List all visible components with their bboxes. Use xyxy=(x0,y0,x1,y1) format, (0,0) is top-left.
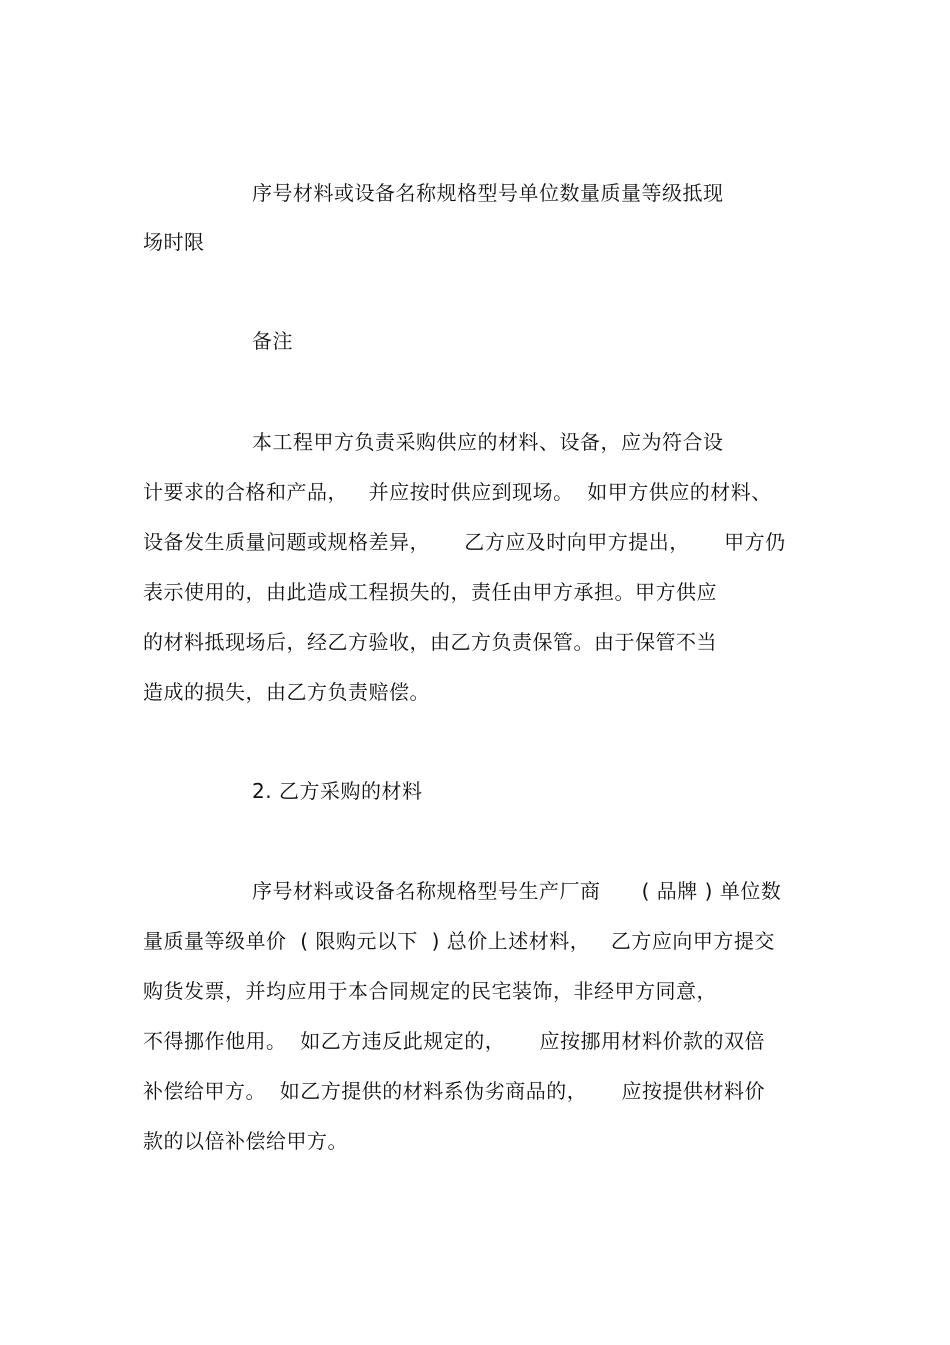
paragraph-2-line-3: 购货发票，并均应用于本合同规定的民宅装饰，非经甲方同意， xyxy=(143,979,717,1003)
paragraph-2-line-1: 序号材料或设备名称规格型号生产厂商 ( 品牌 ) 单位数 xyxy=(252,879,782,903)
paragraph-1-line-2: 计要求的合格和产品， 并应按时供应到现场。 如甲方供应的材料、 xyxy=(143,480,772,504)
paragraph-1-line-1: 本工程甲方负责采购供应的材料、设备，应为符合设 xyxy=(252,430,724,454)
table-header-line-2: 场时限 xyxy=(143,230,205,254)
paragraph-1-line-6: 造成的损失，由乙方负责赔偿。 xyxy=(143,680,430,704)
paragraph-2-line-6: 款的以倍补偿给甲方。 xyxy=(143,1129,348,1153)
paragraph-1-line-5: 的材料抵现场后，经乙方验收，由乙方负责保管。由于保管不当 xyxy=(143,630,717,654)
section-heading: 2. 乙方采购的材料 xyxy=(252,779,423,803)
paragraph-2-line-5: 补偿给甲方。 如乙方提供的材料系伪劣商品的， 应按提供材料价 xyxy=(143,1079,766,1103)
paragraph-2-line-2: 量质量等级单价 ( 限购元以下 ) 总价上述材料， 乙方应向甲方提交 xyxy=(143,929,775,953)
paragraph-2-line-4: 不得挪作他用。 如乙方违反此规定的， 应按挪用材料价款的双倍 xyxy=(143,1029,766,1053)
remarks-label: 备注 xyxy=(252,329,293,353)
paragraph-1-line-3: 设备发生质量问题或规格差异， 乙方应及时向甲方提出， 甲方仍 xyxy=(143,530,786,554)
paragraph-1-line-4: 表示使用的，由此造成工程损失的，责任由甲方承担。甲方供应 xyxy=(143,580,717,604)
table-header-line-1: 序号材料或设备名称规格型号单位数量质量等级抵现 xyxy=(252,181,724,205)
